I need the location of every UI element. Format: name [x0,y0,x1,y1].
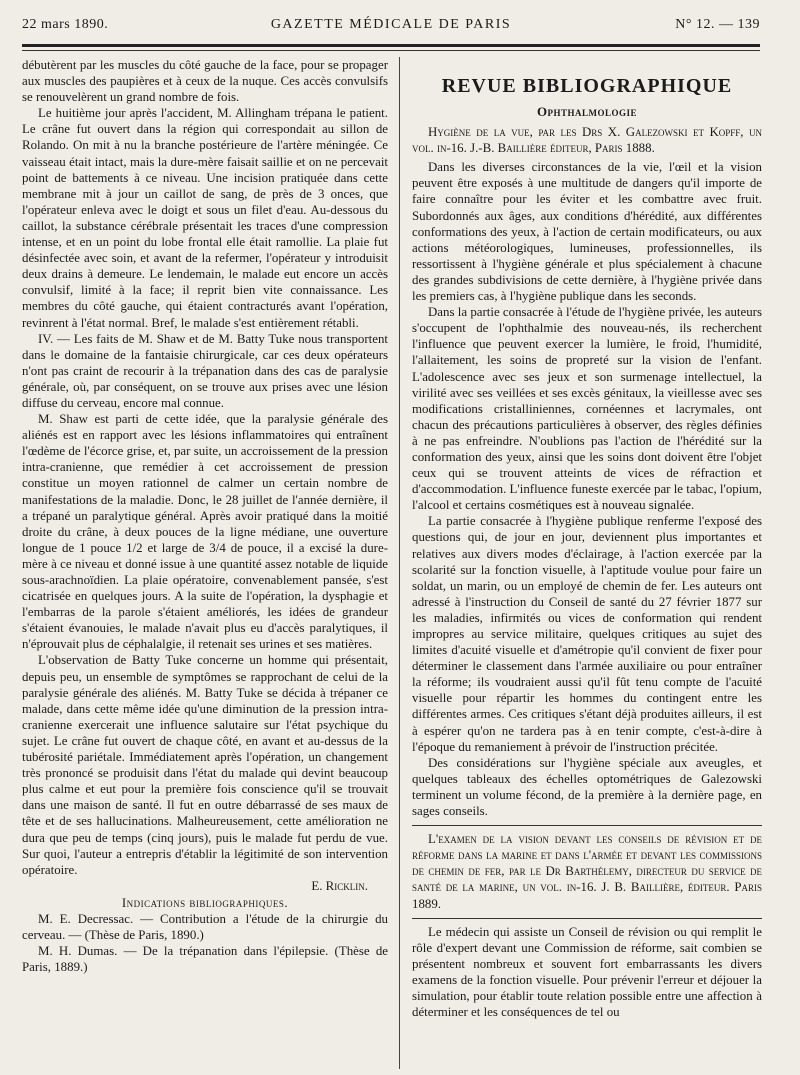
paragraph: Le huitième jour après l'accident, M. Allingham trépana le patient. Le crâne fut ouvert dans la région qui correspondait au sillon de Rolando. On mit à nu la branche postérieure de l'artère méningée. Ce vaisseau était intact, mais la dure-mère faisait saillie et on ne percevait point de battements à ce niveau. Une incision pratiquée dans cette membrane mit à jour un caillot de sang, de près de 3 onces, que l'opérateur enleva avec le doigt et sous un filet d'eau. Au-dessous du caillot, la substance cérébrale présentait les traces d'une compression intense, et en un point du lobe frontal elle était ramollie. La plaie fut désinfectée avec soin, et avant de la refermer, l'opérateur y introduisit deux drains à demeure. Le lendemain, le malade eut encore un accès convulsif, limité à la face; il reprit bien vite connaissance. Les membres du côté gauche, qui étaient contracturés avant l'opération, revinrent à l'état normal. Bref, le malade s'est entièrement rétabli. [22,106,388,330]
paragraph: M. Shaw est parti de cette idée, que la paralysie générale des aliénés est en rapport avec les lésions inflammatoires qui entraînent l'œdème de l'écorce grise, et, par suite, un accroissement de la pression intra-cranienne, que remédier à cet accroissement de pression constitue un moyen rationnel de calmer un certain nombre de manifestations de la maladie. Donc, le 28 juillet de l'année dernière, il a trépané un paralytique général. Après avoir pratiqué dans la moitié droite du crâne, à deux pouces de la ligne médiane, une ouverture longue de 1 pouce 1/2 et large de 3/4 de pouce, il a excisé la dure-mère à ce niveau et donné issue à une quantité assez notable de liquide sous-arachnoïdien. La plaie opératoire, convenablement pansée, s'est cicatrisée en quelques jours. A la suite de l'opération, la dysphagie et l'embarras de la parole s'étaient améliorés, les idées de grandeur s'étaient évanouies, le malade n'avait plus eu d'accès paralytiques, il n'éprouvait plus de céphalalgie, il retenait ses urines et ses matières. [22,412,388,652]
revue-title: REVUE BIBLIOGRAPHIQUE [441,75,733,97]
section-heading: Ophthalmologie [536,104,638,119]
paragraph: Dans la partie consacrée à l'étude de l'hygiène privée, les auteurs s'occupent de l'ophthalmie des nouveau-nés, ils recherchent l'influence que peuvent exercer la lumière, le froid, l'humidité, l'allaitement, les soins de propreté sur la vision de l'enfant. L'adolescence avec ses jeux et son surmenage intellectuel, la virilité avec ses veillées et ses excès génitaux, la vieillesse avec ses modifications cristalliniennes, cornéennes et lacrymales, ont chacun des précautions particulières à observer, des règles définies à ne pas enfreindre. N'oublions pas l'action de l'hérédité sur la conformation des yeux, ainsi que les soins dont doivent être l'objet ceux qui se trouvent atteints de vices de réfraction et d'accommodation. L'influence funeste exercée par le tabac, l'opium, l'alcool et certains cosmétiques est à nouveau signalée. [412,305,762,513]
book-reference: Hygiène de la vue, par les Drs X. Galezowski et Kopff, un vol. in-16. J.-B. Baillière éditeur, Paris 1888. [412,125,762,156]
bibliography-reference: M. E. Decressac. — Contribution a l'étude de la chirurgie du cerveau. — (Thèse de Paris, 1890.) [22,911,388,943]
section-rule [412,918,762,919]
paragraph: débutèrent par les muscles du côté gauche de la face, pour se propager aux muscles des paupières et à ceux de la nuque. Ces accès convulsifs se renouvelèrent un grand nombre de fois. [22,58,388,105]
right-column [412,57,762,1067]
header-rule-thick [22,44,760,47]
paragraph: IV. — Les faits de M. Shaw et de M. Batty Tuke nous transportent dans le domaine de la fantaisie chirurgicale, car ces deux opérateurs n'ont pas craint de recourir à la trépanation dans des cas de paralysie générale, où, par conséquent, on se trouve aux prises avec une lésion diffuse du cerveau, encore mal connue. [22,331,388,410]
bibliography-reference: M. H. Dumas. — De la trépanation dans l'épilepsie. (Thèse de Paris, 1889.) [22,944,388,975]
section-rule [412,825,762,826]
bibliography-heading: Indications bibliographiques. [121,895,289,910]
header-date: 22 mars 1890. [22,17,109,32]
paragraph: Dans les diverses circonstances de la vie, l'œil et la vision peuvent être exposés à une multitude de dangers qu'il importe de faire connaître pour les éviter et les combattre avec fruit. Subordonnés aux âges, aux conditions d'hérédité, aux différentes conformations des yeux, à l'action de certain modificateurs, ou aux actions météorologiques, lumineuses, professionnelles, ils ressortissent à l'hygiène générale et plus spécialement à chacune des grandes subdivisions de cette dernière, à l'hygiène privée dans les premiers cas, à l'hygiène publique dans les seconds. [412,160,762,304]
running-head [22,17,760,41]
paragraph: Le médecin qui assiste un Conseil de révision ou qui remplit le rôle d'expert devant une Commission de réforme, sait combien se présentent nombreux et souvent fort embarrassants les divers examens de la fonction visuelle. Pour prévenir l'erreur et déjouer la simulation, pour établir toute relation possible entre une affection à déterminer et les conséquences de tel ou [412,924,762,1020]
column-divider [399,57,400,1069]
book-reference: L'examen de la vision devant les conseils de révision et de réforme dans la marine et dans l'armée et devant les commissions de chemin de fer, par le Dr Barthélemy, directeur du service de santé de la marine, un vol. in-16. J. B. Baillière, éditeur. Paris 1889. [412,832,762,911]
header-rule-thin [22,50,760,51]
left-column [22,57,388,1067]
paragraph: Des considérations sur l'hygiène spéciale aux aveugles, et quelques tableaux des échelles optométriques de Galezowski terminent un volume fécond, de la première à la dernière page, en sages conseils. [412,755,762,819]
author-signature: E. Ricklin. [311,878,368,893]
paragraph: La partie consacrée à l'hygiène publique renferme l'exposé des questions qui, de jour en jour, deviennent plus importantes et relatives aux divers modes d'éclairage, à l'action exercée par la scolarité sur la fonction visuelle, à l'aptitude voulue pour faire un soldat, un marin, ou un employé de chemin de fer. Les auteurs ont adressé à l'instruction du Conseil de santé du 27 février 1877 sur les maladies, infirmités ou vices de conformation qui rendent impropres au service militaire, quelques critiques au sujet des limites d'acuité visuelle et d'amétropie qu'il convient de fixer pour déterminer le classement dans l'armée auxiliaire ou pour entraîner la réforme; ils voudraient aussi qu'il fût tenu compte de l'acuité visuelle pour répartir les hommes du contingent entre les différentes armes. Ces critiques s'étant déjà produites ailleurs, il est à espérer qu'on ne tardera pas à en tenir compte, c'est-à-dire à l'époque du remaniement à prévoir de l'instruction précitée. [412,514,762,754]
header-title: GAZETTE MÉDICALE DE PARIS [270,17,512,32]
paragraph: L'observation de Batty Tuke concerne un homme qui présentait, depuis peu, un ensemble de symptômes se rapprochant de celui de la paralysie générale des aliénés. M. Batty Tuke se décida à trépaner ce malade, dans cette même idée qu'une diminution de la pression intra-cranienne exercerait une influence salutaire sur l'état psychique du sujet. Le crâne fut ouvert de chaque côté, en avant et au-dessus de la tubérosité pariétale. Immédiatement après l'opération, un changement très prononcé se produisit dans l'état du malade qui devint beaucoup plus calme et eut pour la première fois conscience qu'il se trouvait dans une maison de santé. Il fut en outre débarrassé de ses maux de tête et de ses hallucinations. Malheureusement, cette amélioration ne dura que peu de temps (cinq jours), puis le malade fut perdu de vue. Sur quoi, l'auteur a entrepris d'établir la légitimité de son intervention opératoire. [22,653,388,877]
header-issue: N° 12. — 139 [675,17,760,32]
